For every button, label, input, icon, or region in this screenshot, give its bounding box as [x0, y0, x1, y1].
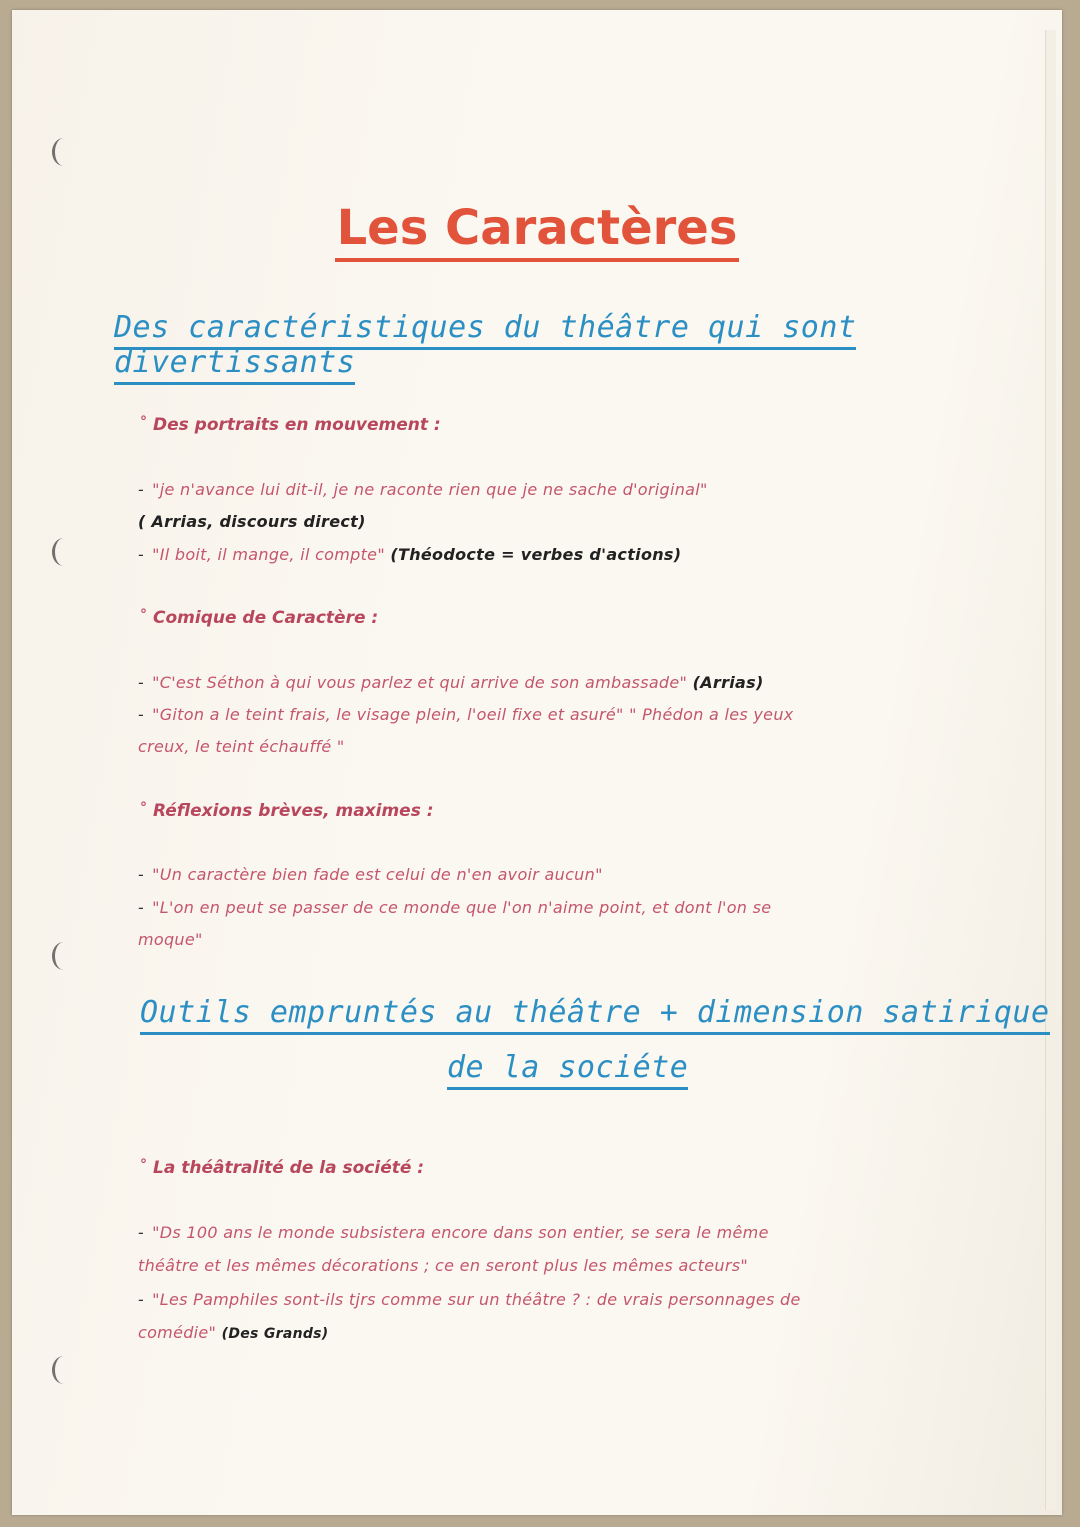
subheading-portraits: ° Des portraits en mouvement :: [140, 414, 441, 435]
quote-line: - "Il boit, il mange, il compte" (Théodocte = verbes d'actions): [138, 545, 682, 564]
section-heading-2: Outils empruntés au théâtre + dimension satirique: [140, 995, 1050, 1030]
punch-hole-4: [52, 1356, 75, 1384]
punch-hole-3: [52, 942, 75, 970]
punch-hole-2: [52, 538, 75, 566]
quote-line: - "Giton a le teint frais, le visage plein, l'oeil fixe et asuré" " Phédon a les yeux: [138, 705, 794, 724]
quote-line: - "Les Pamphiles sont-ils tjrs comme sur un théâtre ? : de vrais personnages de: [138, 1290, 801, 1309]
section-heading-1: Des caractéristiques du théâtre qui sont divertissants: [114, 310, 1062, 380]
quote-line: comédie" (Des Grands): [138, 1323, 329, 1342]
quote-line: - "C'est Séthon à qui vous parlez et qui arrive de son ambassade" (Arrias): [138, 673, 764, 692]
subheading-theatralite: ° La théâtralité de la société :: [140, 1157, 425, 1178]
quote-line: - "L'on en peut se passer de ce monde que l'on n'aime point, et dont l'on se: [138, 898, 772, 917]
quote-line: - "Ds 100 ans le monde subsistera encore dans son entier, se sera le même: [138, 1223, 769, 1242]
quote-line: - "Un caractère bien fade est celui de n'en avoir aucun": [138, 865, 603, 884]
notebook-page: [12, 10, 1062, 1515]
subheading-comique: ° Comique de Caractère :: [140, 607, 379, 628]
note-line: ( Arrias, discours direct): [138, 512, 366, 531]
quote-line: creux, le teint échauffé ": [138, 737, 345, 756]
page-title: Les Caractères: [12, 200, 1062, 256]
quote-line: théâtre et les mêmes décorations ; ce en seront plus les mêmes acteurs": [138, 1256, 748, 1275]
punch-hole-1: [52, 138, 75, 166]
subheading-reflexions: ° Réflexions brèves, maximes :: [140, 800, 434, 821]
section-heading-2-line2: de la sociéte: [447, 1050, 688, 1085]
quote-line: moque": [138, 930, 203, 949]
quote-line: - "je n'avance lui dit-il, je ne raconte rien que je ne sache d'original": [138, 480, 708, 499]
